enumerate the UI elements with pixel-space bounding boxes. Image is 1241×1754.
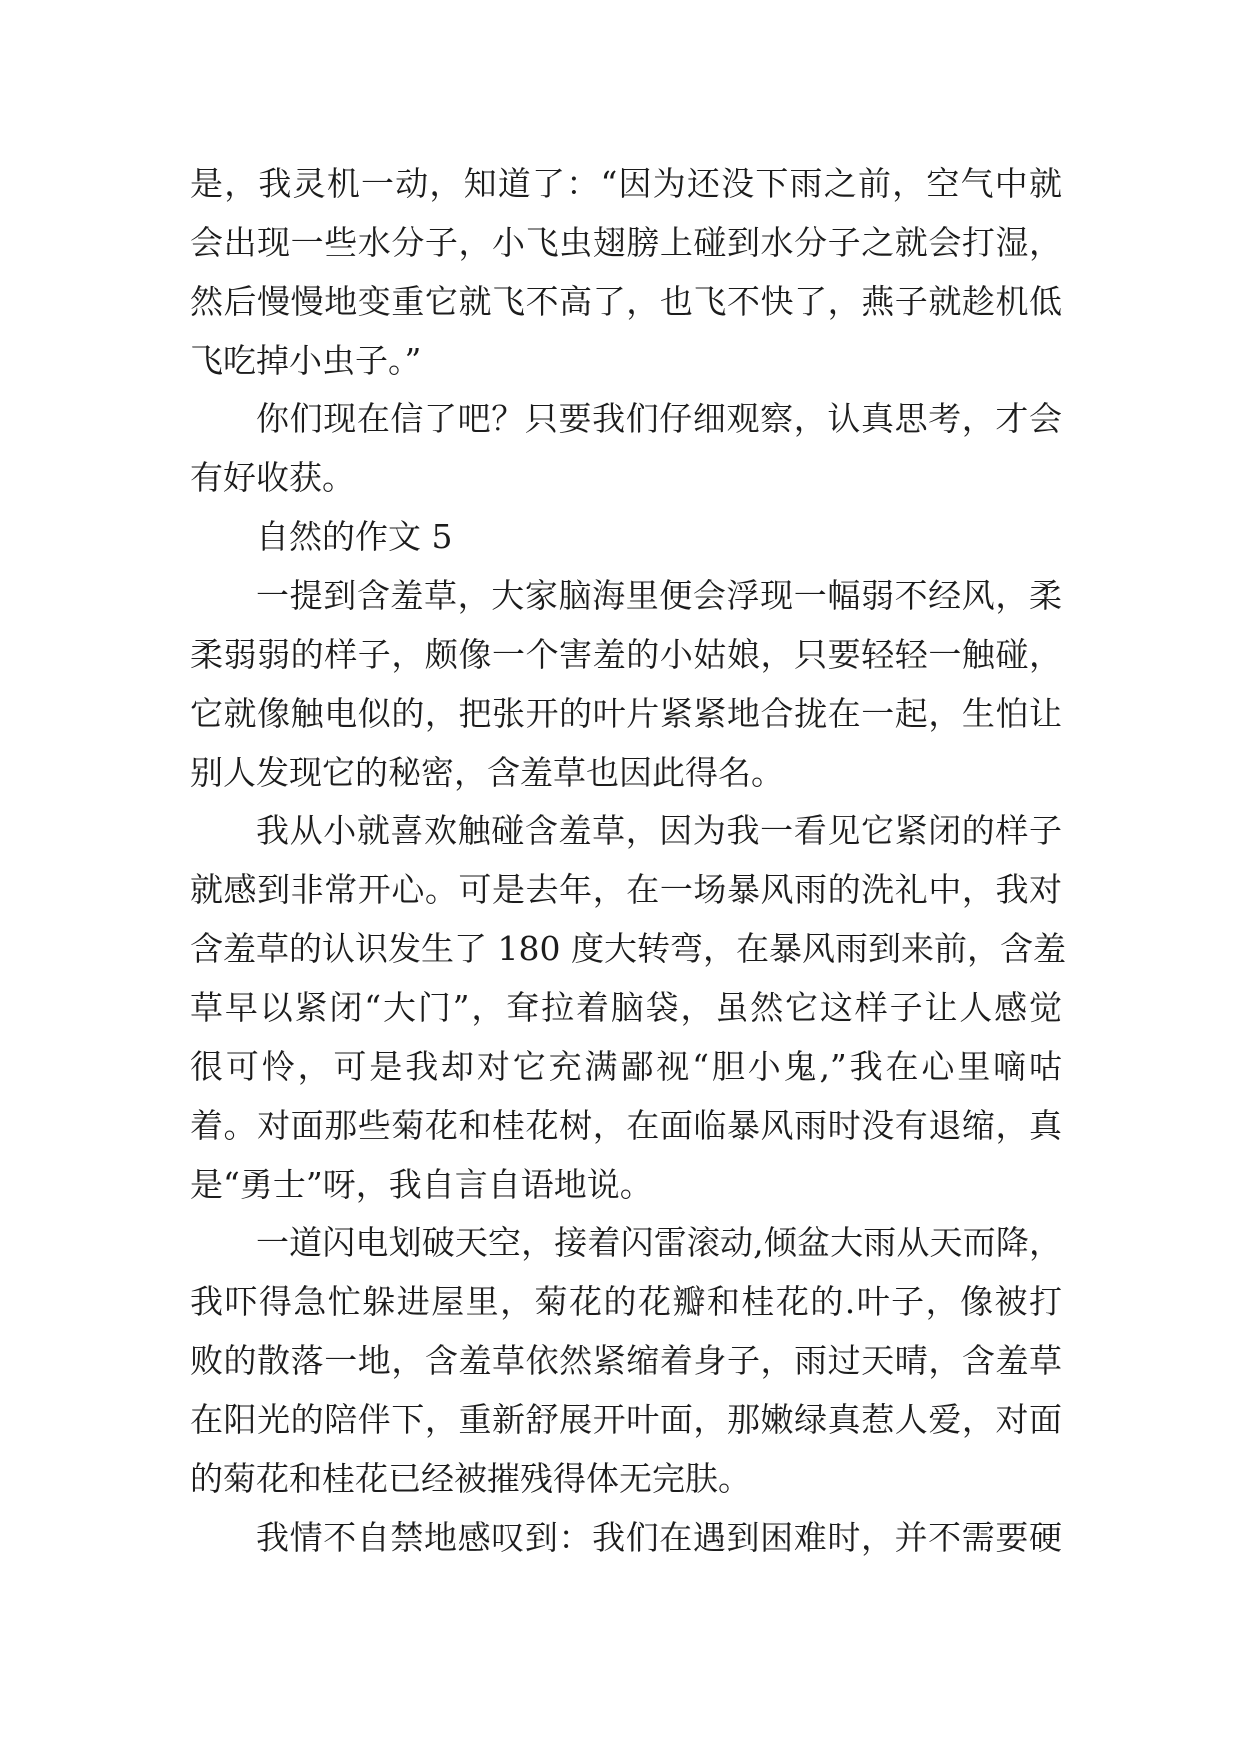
text-line: 我吓得急忙躲进屋里，菊花的花瓣和桂花的.叶子，像被打 bbox=[190, 1282, 1062, 1322]
text-line: 的菊花和桂花已经被摧残得体无完肤。 bbox=[190, 1458, 751, 1498]
document-body bbox=[190, 155, 1066, 1568]
text-line: 别人发现它的秘密，含羞草也因此得名。 bbox=[190, 752, 784, 792]
text-line: 着。对面那些菊花和桂花树，在面临暴风雨时没有退缩，真 bbox=[190, 1105, 1062, 1145]
text-line: 败的散落一地，含羞草依然紧缩着身子，雨过天晴，含羞草 bbox=[190, 1341, 1062, 1381]
text-line: 飞吃掉小虫子。” bbox=[190, 340, 422, 380]
text-line: 会出现一些水分子，小飞虫翅膀上碰到水分子之就会打湿， bbox=[190, 222, 1062, 262]
paragraph bbox=[190, 390, 1062, 508]
text-line: 草早以紧闭“大门”，耷拉着脑袋，虽然它这样子让人感觉 bbox=[190, 988, 1062, 1028]
paragraph bbox=[190, 802, 1066, 1214]
section-heading-block bbox=[190, 508, 1062, 567]
text-line: 是“勇士”呀，我自言自语地说。 bbox=[190, 1164, 653, 1204]
paragraph bbox=[190, 1509, 1062, 1568]
text-line: 它就像触电似的，把张开的叶片紧紧地合拢在一起，生怕让 bbox=[190, 693, 1062, 733]
section-heading: 自然的作文 5 bbox=[256, 517, 453, 557]
text-line: 一道闪电划破天空，接着闪雷滚动,倾盆大雨从天而降， bbox=[256, 1223, 1062, 1263]
paragraph bbox=[190, 567, 1062, 802]
text-line: 你们现在信了吧？只要我们仔细观察，认真思考，才会 bbox=[256, 399, 1062, 439]
text-line: 是，我灵机一动，知道了：“因为还没下雨之前，空气中就 bbox=[190, 164, 1062, 203]
text-line: 在阳光的陪伴下，重新舒展开叶面，那嫩绿真惹人爱，对面 bbox=[190, 1400, 1062, 1440]
text-line: 一提到含羞草，大家脑海里便会浮现一幅弱不经风，柔 bbox=[256, 576, 1062, 616]
text-line: 很可怜，可是我却对它充满鄙视“胆小鬼,”我在心里嘀咕 bbox=[190, 1046, 1062, 1086]
text-line: 我从小就喜欢触碰含羞草，因为我一看见它紧闭的样子 bbox=[256, 811, 1062, 851]
text-line: 含羞草的认识发生了 180 度大转弯，在暴风雨到来前，含羞 bbox=[190, 929, 1066, 969]
paragraph bbox=[190, 1214, 1062, 1508]
paragraph bbox=[190, 155, 1062, 390]
text-line: 我情不自禁地感叹到：我们在遇到困难时，并不需要硬 bbox=[256, 1517, 1062, 1557]
text-line: 就感到非常开心。可是去年，在一场暴风雨的洗礼中，我对 bbox=[190, 870, 1062, 910]
text-line: 柔弱弱的样子，颇像一个害羞的小姑娘，只要轻轻一触碰， bbox=[190, 634, 1062, 674]
text-line: 有好收获。 bbox=[190, 458, 355, 498]
text-line: 然后慢慢地变重它就飞不高了，也飞不快了，燕子就趁机低 bbox=[190, 281, 1062, 321]
